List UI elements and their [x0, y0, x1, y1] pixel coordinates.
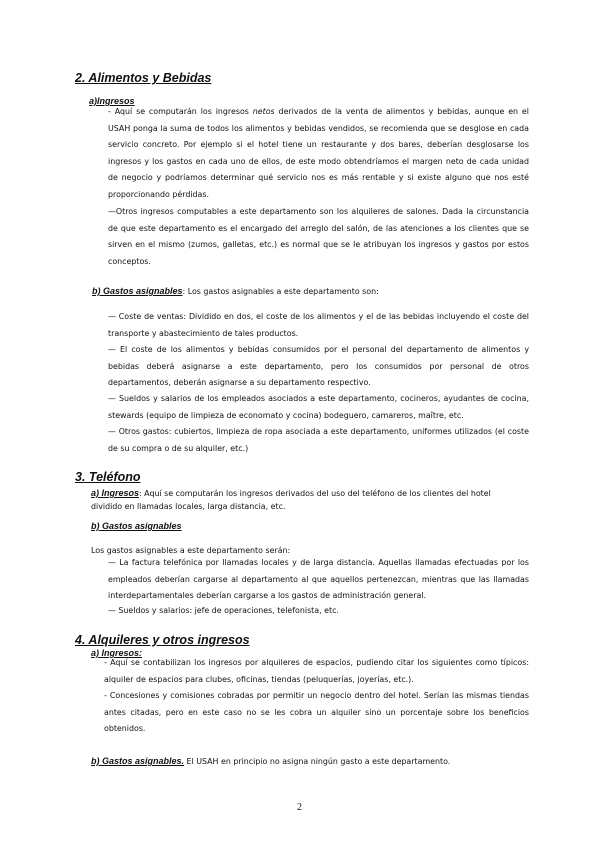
subheading-ingresos: a)Ingresos: [89, 96, 135, 106]
section-heading-alimentos: 2. Alimentos y Bebidas: [75, 71, 212, 85]
subheading-alquileres-ingresos: a) Ingresos:: [91, 648, 143, 658]
gastos-asignables-line: [92, 286, 379, 296]
list-item-concesiones: - Concesiones y comisiones cobradas por permitir un negocio dentro del hotel. Serían las mismas tiendas antes citadas, pero en este caso no se les cobra un alquiler sino un porcentaje sobre los beneficios obtenidos.: [104, 691, 529, 734]
list-item-coste-ventas: — Coste de ventas: Dividido en dos, el coste de los alimentos y el de las bebidas incluyendo el coste del transporte y abastecimiento de tales productos.: [108, 312, 529, 338]
subheading-gastos-asignables: b) Gastos asignables: [92, 286, 183, 296]
paragraph-ingresos-netos: - Aquí se computarán los ingresos netos derivados de la venta de alimentos y bebidas, aunque en el USAH ponga la suma de todos los alimentos y bebidas vendidos, se recomienda que se desglose en cada servicio concreto. Por ejemplo si el hotel tiene un restaurante y dos bares, deberían desglosarse los ingresos y los gastos en cada uno de ellos, de este modo obtendríamos el margen neto de cada unidad de negocio y podríamos determinar qué servicio nos es más rentable y si existe alguno que nos esté proporcionando pérdidas.: [108, 107, 529, 199]
section-heading-alquileres: 4. Alquileres y otros ingresos: [75, 633, 250, 647]
alquileres-gastos-line: b) Gastos asignables. El USAH en principio no asigna ningún gasto a este departamento.: [91, 756, 451, 766]
paragraph-otros-ingresos: —Otros ingresos computables a este departamento son los alquileres de salones. Dada la circunstancia de que este departamento es el encargado del arreglo del salón, de las atenciones a los clientes que se sirven en el mismo (zumos, galletas, etc.) es normal que se le atribuyan los ingresos y gastos por estos conceptos.: [108, 207, 529, 266]
section-heading-telefono: 3. Teléfono: [75, 470, 141, 484]
subheading-alquileres-gastos: b) Gastos asignables.: [91, 756, 185, 766]
list-item-telefono-sueldos: — Sueldos y salarios: jefe de operaciones, telefonista, etc.: [108, 606, 339, 615]
telefono-gastos-intro: Los gastos asignables a este departamento serán:: [91, 546, 291, 555]
list-item-coste-personal: — El coste de los alimentos y bebidas consumidos por el personal del departamento de alimentos y bebidas deberá asignarse a este departamento, pero los consumidos por personal de otros departamentos, deberán asignarse a su departamento respectivo.: [108, 345, 529, 388]
list-item-factura-telefonica: — La factura telefónica por llamadas locales y de larga distancia. Aquellas llamadas efectuadas por los empleados deberían cargarse al departamento al que aquellos pertenezcan, mientras que las llamadas interdepartamentales deberían cargarse a los gastos de administración general.: [108, 558, 529, 601]
list-item-sueldos: — Sueldos y salarios de los empleados asociados a este departamento, cocineros, ayudantes de cocina, stewards (equipo de limpieza de economato y cocina) bodeguero, camareros, maître, etc.: [108, 394, 529, 420]
page-number: 2: [297, 802, 302, 813]
paragraph-telefono-ingresos: a) Ingresos: Aquí se computarán los ingresos derivados del uso del teléfono de los clientes del hotel dividido en llamadas locales, larga distancia, etc.: [91, 488, 491, 511]
gastos-intro: : Los gastos asignables a este departamento son:: [182, 287, 379, 296]
subheading-telefono-gastos: b) Gastos asignables: [91, 521, 182, 531]
subheading-telefono-ingresos: a) Ingresos: [91, 488, 140, 498]
list-item-otros-gastos: — Otros gastos: cubiertos, limpieza de ropa asociada a este departamento, uniformes utilizados (el coste de su compra o de su alquiler, etc.): [108, 427, 529, 453]
list-item-alquileres-espacios: - Aquí se contabilizan los ingresos por alquileres de espacios, pudiendo citar los siguientes como típicos: alquiler de espacios para clubes, oficinas, tiendas (peluquerías, joyerías, etc.).: [104, 658, 529, 684]
